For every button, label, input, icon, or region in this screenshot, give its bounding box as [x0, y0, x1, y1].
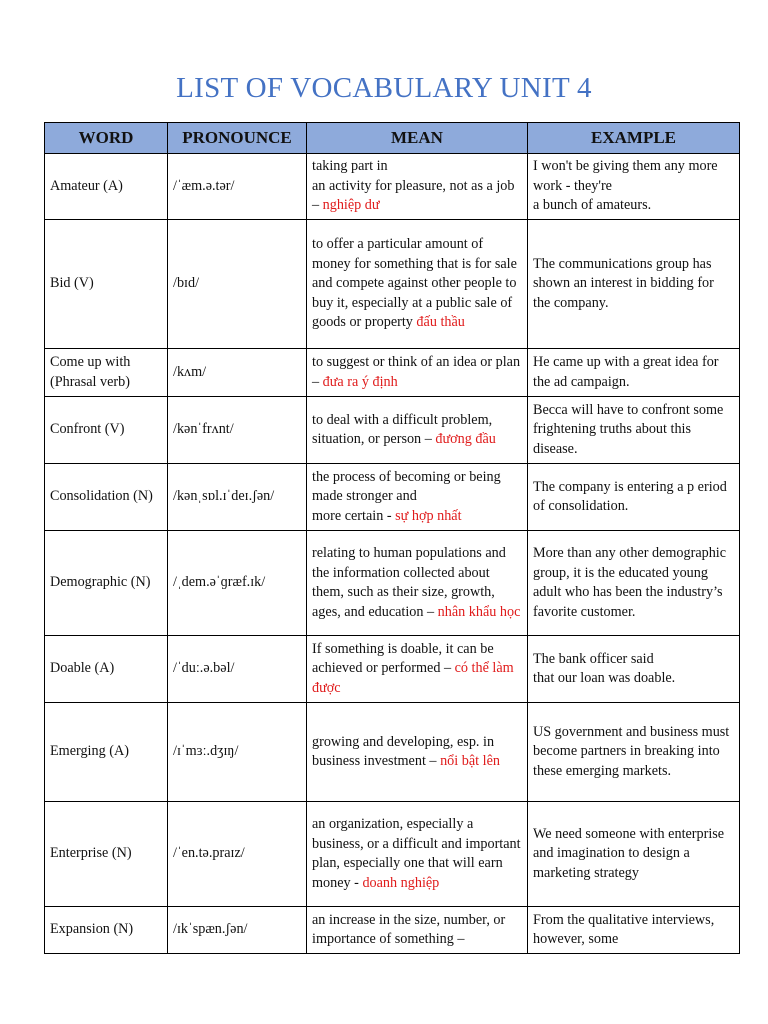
vietnamese-meaning: đương đầu — [435, 431, 496, 447]
pronounce-cell: /bɪd/ — [168, 220, 307, 349]
vietnamese-meaning: nghiệp dư — [322, 197, 380, 214]
pronounce-cell: /kənˌsɒl.ɪˈdeɪ.ʃən/ — [168, 464, 307, 531]
mean-cell — [307, 154, 528, 220]
example-cell: I won't be giving them any more work - they're a bunch of amateurs. — [528, 154, 740, 220]
mean-text: an organization, especially a business, or a difficult and important plan, especially one that will earn money - — [312, 816, 521, 891]
pronounce-cell: /ˈæm.ə.tər/ — [168, 154, 307, 220]
example-cell: We need someone with enterprise and imagination to design a marketing strategy — [528, 802, 740, 907]
example-cell: The communications group has shown an interest in bidding for the company. — [528, 220, 740, 349]
header-example: EXAMPLE — [528, 123, 740, 154]
example-cell: US government and business must become partners in breaking into these emerging markets. — [528, 703, 740, 802]
example-cell: More than any other demographic group, it is the educated young adult who has been the industry’s favorite customer. — [528, 531, 740, 636]
vocabulary-table — [44, 122, 740, 954]
table-row — [45, 154, 740, 220]
pronounce-cell: /kənˈfrʌnt/ — [168, 397, 307, 464]
example-cell: He came up with a great idea for the ad campaign. — [528, 349, 740, 397]
mean-cell — [307, 397, 528, 464]
pronounce-cell: /ˈen.tə.praɪz/ — [168, 802, 307, 907]
header-mean: MEAN — [307, 123, 528, 154]
pronounce-cell: /ɪkˈspæn.ʃən/ — [168, 907, 307, 954]
word-cell: Enterprise (N) — [45, 802, 168, 907]
vietnamese-meaning: sự hợp nhất — [395, 507, 462, 524]
table-row — [45, 907, 740, 954]
header-word: WORD — [45, 123, 168, 154]
mean-text: to deal with a difficult problem, situation, or person – — [312, 411, 493, 447]
word-cell: Bid (V) — [45, 220, 168, 349]
mean-cell — [307, 349, 528, 397]
mean-cell — [307, 220, 528, 349]
mean-cell — [307, 907, 528, 954]
mean-text: taking part in an activity for pleasure, not as a job – — [312, 158, 515, 214]
mean-text: If something is doable, it can be achieved or performed – — [312, 640, 494, 677]
word-cell: Confront (V) — [45, 397, 168, 464]
word-cell: Doable (A) — [45, 636, 168, 703]
vietnamese-meaning: nổi bật lên — [440, 753, 500, 769]
word-cell: Emerging (A) — [45, 703, 168, 802]
example-cell: From the qualitative interviews, however, some — [528, 907, 740, 954]
table-row — [45, 349, 740, 397]
word-cell: Demographic (N) — [45, 531, 168, 636]
mean-text: the process of becoming or being made stronger and more certain - — [312, 468, 501, 524]
word-cell: Come up with (Phrasal verb) — [45, 349, 168, 397]
table-row — [45, 531, 740, 636]
word-cell: Amateur (A) — [45, 154, 168, 220]
pronounce-cell: /kʌm/ — [168, 349, 307, 397]
mean-cell — [307, 531, 528, 636]
table-row — [45, 464, 740, 531]
pronounce-cell: /ɪˈmɜː.dʒɪŋ/ — [168, 703, 307, 802]
example-cell: The company is entering a p eriod of consolidation. — [528, 464, 740, 531]
vietnamese-meaning: doanh nghiệp — [362, 874, 440, 891]
table-row — [45, 802, 740, 907]
pronounce-cell: /ˌdem.əˈɡræf.ɪk/ — [168, 531, 307, 636]
example-cell: The bank officer said that our loan was doable. — [528, 636, 740, 703]
mean-cell — [307, 802, 528, 907]
mean-cell — [307, 703, 528, 802]
mean-text: to suggest or think of an idea or plan – — [312, 354, 521, 390]
table-row — [45, 220, 740, 349]
word-cell: Expansion (N) — [45, 907, 168, 954]
pronounce-cell: /ˈduː.ə.bəl/ — [168, 636, 307, 703]
example-cell: Becca will have to confront some frightening truths about this disease. — [528, 397, 740, 464]
word-cell: Consolidation (N) — [45, 464, 168, 531]
table-row — [45, 636, 740, 703]
mean-text: to offer a particular amount of money for something that is for sale and compete against other people to buy it, especially at a public sale of goods or property — [312, 236, 517, 331]
mean-cell — [307, 636, 528, 703]
table-row — [45, 397, 740, 464]
page-title: LIST OF VOCABULARY UNIT 4 — [176, 72, 592, 104]
mean-text: an increase in the size, number, or importance of something – — [312, 911, 506, 947]
vietnamese-meaning: đưa ra ý định — [322, 373, 398, 390]
mean-cell — [307, 464, 528, 531]
header-pronounce: PRONOUNCE — [168, 123, 307, 154]
vietnamese-meaning: có thể làm được — [312, 660, 514, 696]
table-header-row — [45, 123, 740, 154]
vietnamese-meaning: đấu thầu — [416, 314, 465, 331]
table-row — [45, 703, 740, 802]
vietnamese-meaning: nhân khẩu học — [437, 603, 521, 620]
mean-text: relating to human populations and the information collected about them, such as their size, growth, ages, and education – — [312, 545, 506, 620]
mean-text: growing and developing, esp. in business investment – — [312, 733, 495, 769]
